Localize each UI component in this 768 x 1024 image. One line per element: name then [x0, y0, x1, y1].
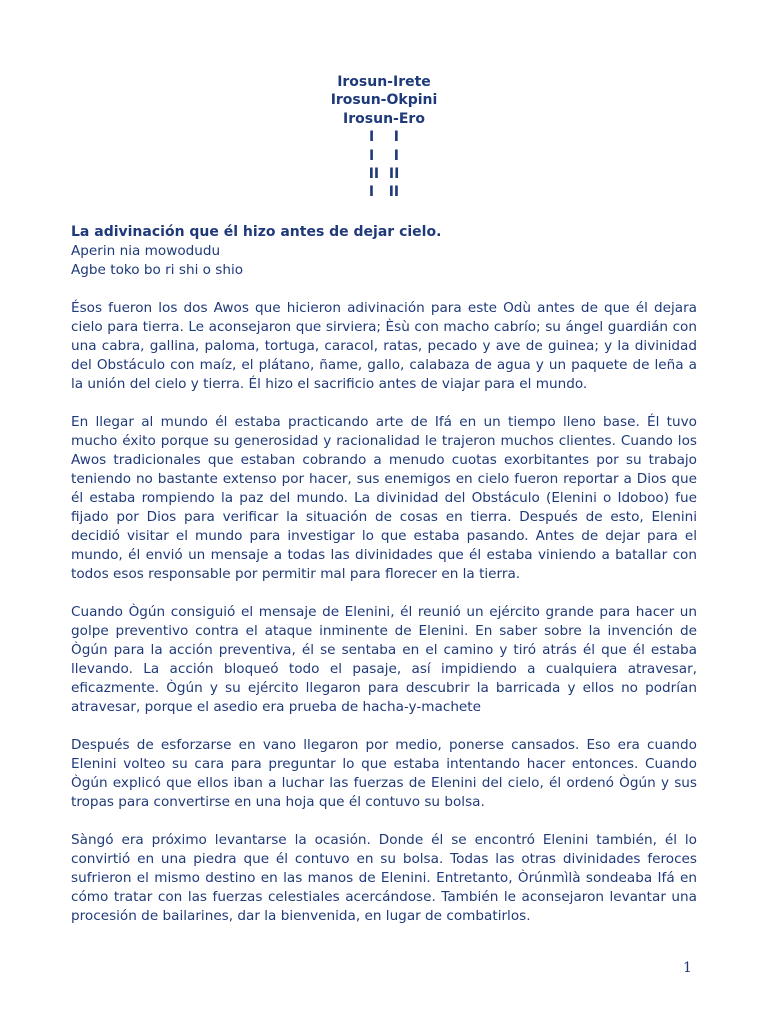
body-paragraph: Ésos fueron los dos Awos que hicieron adivinación para este Odù antes de que él dejara cielo para tierra. Le aconsejaron que sirviera; Èsù con macho cabrío; su ángel guardián con una cabra, gallina, paloma, tortuga, caracol, ratas, pecado y ave de guinea; y la divinidad del Obstáculo con maíz, el plátano, ñame, gallo, calabaza de agua y un paquete de leña a la unión del cielo y tierra. Él hizo el sacrificio antes de viajar para el mundo. [71, 300, 697, 392]
odu-title-block [0, 73, 768, 202]
paragraph-spacer [71, 717, 697, 736]
document-body [71, 223, 697, 926]
odu-sign-line: I I [369, 129, 399, 146]
body-paragraph: Cuando Ògún consiguió el mensaje de Elenini, él reunió un ejército grande para hacer un golpe preventivo contra el ataque inminente de Elenini. En saber sobre la invención de Ògún para la acción preventiva, él se sentaba en el camino y tiró atrás él que él estaba llevando. La acción bloqueó todo el pasaje, así impidiendo a cualquiera atravesar, eficazmente. Ògún y su ejército llegaron para descubrir la barricada y ellos no podrían atravesar, porque el asedio era prueba de hacha-y-machete [71, 604, 697, 715]
paragraph-spacer [71, 394, 697, 413]
body-paragraph: En llegar al mundo él estaba practicando arte de Ifá en un tiempo lleno base. Él tuvo mucho éxito porque su generosidad y racionalidad le trajeron muchos clientes. Cuando los Awos tradicionales que estaban cobrando a menudo cuotas exorbitantes por su trabajo teniendo no bastante extenso por hacer, sus enemigos en cielo fueron reportar a Dios que él estaba rompiendo la paz del mundo. La divinidad del Obstáculo (Elenini o Idoboo) fue fijado por Dios para verificar la situación de cosas en tierra. Después de esto, Elenini decidió visitar el mundo para investigar lo que estaba pasando. Antes de dejar para el mundo, él envió un mensaje a todas las divinidades que él estaba viniendo a batallar con todos esos responsable por permitir mal para florecer en la tierra. [71, 414, 697, 582]
paragraph-spacer [71, 812, 697, 831]
odu-sign-line: II II [368, 166, 400, 183]
paragraph-spacer [71, 280, 697, 299]
body-paragraph: Después de esforzarse en vano llegaron por medio, ponerse cansados. Eso era cuando Elenini volteo su cara para preguntar lo que estaba intentando hacer entonces. Cuando Ògún explicó que ellos iban a luchar las fuerzas de Elenini del cielo, él ordenó Ògún y sus tropas para convertirse en una hoja que él contuvo su bolsa. [71, 737, 697, 810]
verse-line: Aperin nia mowodudu [71, 243, 221, 259]
page-number: 1 [683, 960, 692, 976]
body-paragraph: Sàngó era próximo levantarse la ocasión. Donde él se encontró Elenini también, él lo convirtió en una piedra que él contuvo en su bolsa. Todas las otras divinidades feroces sufrieron el mismo destino en las manos de Elenini. Entretanto, Òrúnmìlà sondeaba Ifá en cómo tratar con las fuerzas celestiales acercándose. También le aconsejaron levantar una procesión de bailarines, dar la bienvenida, en lugar de combatirlos. [71, 832, 697, 924]
odu-sign-line: I II [368, 184, 400, 201]
paragraph-spacer [71, 584, 697, 603]
odu-title-line: Irosun-Okpini [330, 92, 438, 109]
odu-title-line: Irosun-Ero [343, 110, 425, 127]
verse-line: Agbe toko bo ri shi o shio [71, 262, 244, 278]
odu-sign-line: I I [369, 147, 399, 164]
odu-title-line: Irosun-Irete [337, 74, 431, 90]
section-heading: La adivinación que él hizo antes de dejar cielo. [71, 224, 442, 240]
